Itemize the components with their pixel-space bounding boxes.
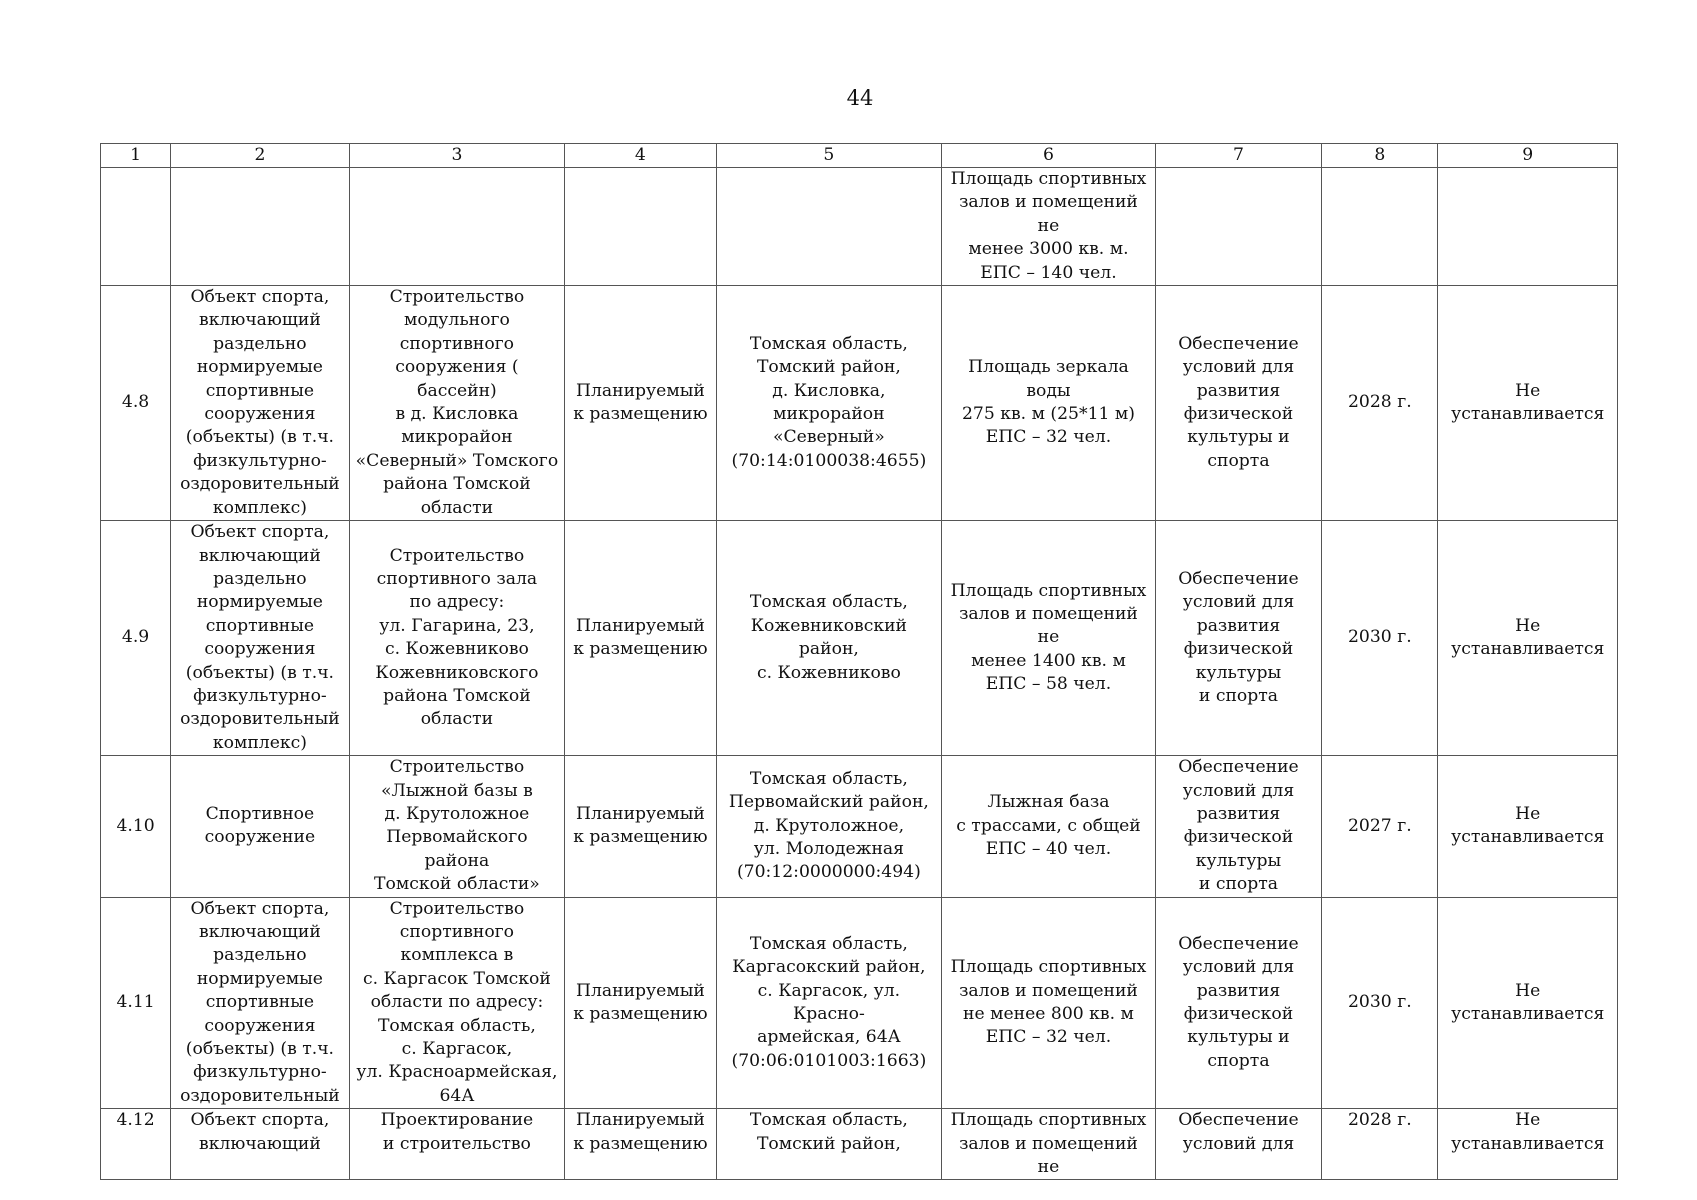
column-number: 2 [171, 144, 349, 168]
status-cell [565, 168, 716, 286]
table-row [101, 1109, 1618, 1180]
status-cell: Планируемый к размещению [565, 1109, 716, 1180]
column-number: 8 [1322, 144, 1438, 168]
object-type-cell: Объект спорта, включающий [171, 1109, 349, 1180]
page-number: 44 [846, 86, 874, 110]
column-number: 9 [1438, 144, 1618, 168]
status-cell: Планируемый к размещению [565, 756, 716, 897]
status-cell: Планируемый к размещению [565, 521, 716, 756]
zone-cell: Не устанавливается [1438, 1109, 1618, 1180]
purpose-cell: Обеспечение условий для [1155, 1109, 1321, 1180]
year-cell: 2030 г. [1322, 521, 1438, 756]
zone-cell: Не устанавливается [1438, 286, 1618, 521]
location-cell [716, 168, 942, 286]
table-row [101, 168, 1618, 286]
location-cell: Томская область, Каргасокский район, с. Каргасок, ул. Красно- армейская, 64А (70:06:0101003:1663) [716, 897, 942, 1109]
column-number: 4 [565, 144, 716, 168]
row-number-cell: 4.10 [101, 756, 171, 897]
zone-cell: Не устанавливается [1438, 756, 1618, 897]
objects-table [100, 143, 1618, 1180]
object-type-cell: Спортивное сооружение [171, 756, 349, 897]
zone-cell: Не устанавливается [1438, 521, 1618, 756]
object-description-cell: Строительство спортивного зала по адресу: ул. Гагарина, 23, с. Кожевниково Кожевниковского района Томской области [349, 521, 565, 756]
column-number: 7 [1155, 144, 1321, 168]
characteristics-cell: Площадь спортивных залов и помещений не менее 1400 кв. м ЕПС – 58 чел. [942, 521, 1156, 756]
purpose-cell: Обеспечение условий для развития физической культуры и спорта [1155, 897, 1321, 1109]
table-row [101, 756, 1618, 897]
year-cell: 2027 г. [1322, 756, 1438, 897]
location-cell: Томская область, Томский район, д. Кисловка, микрорайон «Северный» (70:14:0100038:4655) [716, 286, 942, 521]
characteristics-cell: Лыжная база с трассами, с общей ЕПС – 40 чел. [942, 756, 1156, 897]
year-cell [1322, 168, 1438, 286]
column-number: 5 [716, 144, 942, 168]
table-row [101, 897, 1618, 1109]
status-cell: Планируемый к размещению [565, 286, 716, 521]
location-cell: Томская область, Томский район, [716, 1109, 942, 1180]
object-description-cell: Проектирование и строительство [349, 1109, 565, 1180]
year-cell: 2028 г. [1322, 286, 1438, 521]
purpose-cell [1155, 168, 1321, 286]
characteristics-cell: Площадь спортивных залов и помещений не менее 800 кв. м ЕПС – 32 чел. [942, 897, 1156, 1109]
column-number: 6 [942, 144, 1156, 168]
column-number-row [101, 144, 1618, 168]
object-type-cell: Объект спорта, включающий раздельно нормируемые спортивные сооружения (объекты) (в т.ч. физкультурно- оздоровительный комплекс) [171, 286, 349, 521]
characteristics-cell: Площадь спортивных залов и помещений не менее 3000 кв. м. ЕПС – 140 чел. [942, 168, 1156, 286]
purpose-cell: Обеспечение условий для развития физической культуры и спорта [1155, 286, 1321, 521]
object-description-cell: Строительство «Лыжной базы в д. Крутоложное Первомайского района Томской области» [349, 756, 565, 897]
object-description-cell [349, 168, 565, 286]
object-type-cell: Объект спорта, включающий раздельно нормируемые спортивные сооружения (объекты) (в т.ч. физкультурно- оздоровительный комплекс) [171, 521, 349, 756]
zone-cell: Не устанавливается [1438, 897, 1618, 1109]
year-cell: 2030 г. [1322, 897, 1438, 1109]
row-number-cell: 4.9 [101, 521, 171, 756]
table-row [101, 286, 1618, 521]
object-description-cell: Строительство спортивного комплекса в с. Каргасок Томской области по адресу: Томская область, с. Каргасок, ул. Красноармейская, 64А [349, 897, 565, 1109]
location-cell: Томская область, Первомайский район, д. Крутоложное, ул. Молодежная (70:12:0000000:494) [716, 756, 942, 897]
location-cell: Томская область, Кожевниковский район, с. Кожевниково [716, 521, 942, 756]
status-cell: Планируемый к размещению [565, 897, 716, 1109]
row-number-cell: 4.12 [101, 1109, 171, 1180]
object-description-cell: Строительство модульного спортивного сооружения ( бассейн) в д. Кисловка микрорайон «Северный» Томского района Томской области [349, 286, 565, 521]
row-number-cell: 4.8 [101, 286, 171, 521]
purpose-cell: Обеспечение условий для развития физической культуры и спорта [1155, 756, 1321, 897]
column-number: 3 [349, 144, 565, 168]
object-type-cell: Объект спорта, включающий раздельно нормируемые спортивные сооружения (объекты) (в т.ч. физкультурно- оздоровительный [171, 897, 349, 1109]
column-number: 1 [101, 144, 171, 168]
year-cell: 2028 г. [1322, 1109, 1438, 1180]
object-type-cell [171, 168, 349, 286]
row-number-cell: 4.11 [101, 897, 171, 1109]
row-number-cell [101, 168, 171, 286]
characteristics-cell: Площадь зеркала воды 275 кв. м (25*11 м) ЕПС – 32 чел. [942, 286, 1156, 521]
zone-cell [1438, 168, 1618, 286]
table-row [101, 521, 1618, 756]
characteristics-cell: Площадь спортивных залов и помещений не [942, 1109, 1156, 1180]
purpose-cell: Обеспечение условий для развития физической культуры и спорта [1155, 521, 1321, 756]
